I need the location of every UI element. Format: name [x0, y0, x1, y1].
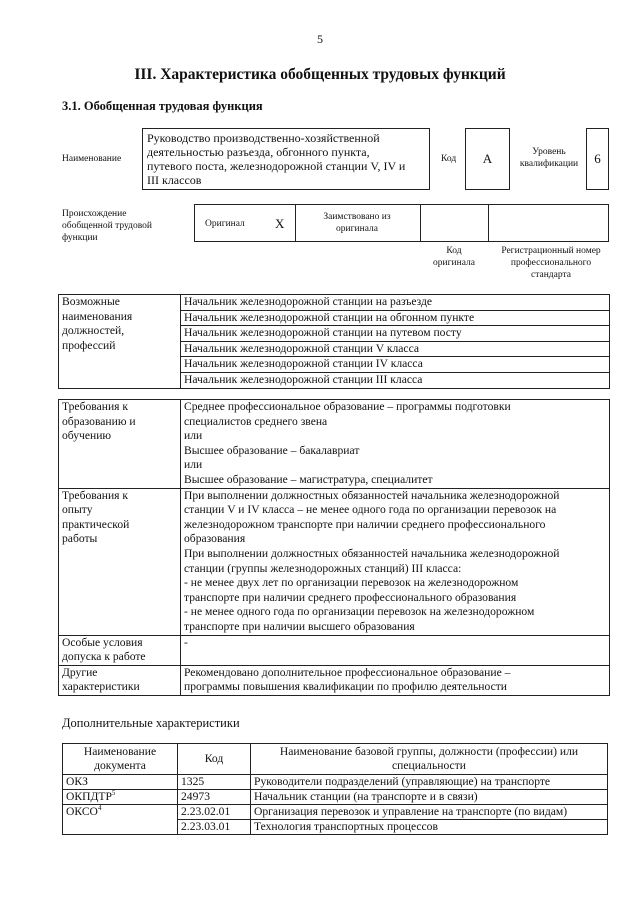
original-mark: X — [275, 216, 285, 231]
requirement-label: Другие характеристики — [59, 665, 181, 695]
code-original-caption: Код оригинала — [433, 246, 475, 268]
requirement-value: Среднее профессиональное образование – программы подготовки специалистов среднего звена или Высшее образование – бакалавриат или Высшее образование – магистратура, специалитет — [181, 400, 610, 489]
qualification-level-value: 6 — [586, 128, 609, 190]
code-label: Код — [441, 154, 457, 164]
positions-table — [58, 294, 610, 389]
doc-code: 1325 — [178, 775, 251, 790]
doc-code: 24973 — [178, 790, 251, 805]
function-name-line: деятельностью разъезда, обгонного пункта, — [147, 145, 370, 159]
qualification-level-label: Уровень квалификации — [519, 147, 579, 169]
doc-code: 2.23.02.01 — [178, 805, 251, 820]
section-title: III. Характеристика обобщенных трудовых функций — [134, 66, 506, 83]
function-name-line: Руководство производственно-хозяйственной — [147, 131, 380, 145]
registration-number-caption: Регистрационный номер профессионального стандарта — [501, 246, 601, 280]
header-group-name: Наименование базовой группы, должности (профессии) или специальности — [251, 744, 608, 775]
group-name: Руководители подразделений (управляющие) на транспорте — [251, 775, 608, 790]
position-item: Начальник железнодорожной станции на обгонном пункте — [181, 311, 609, 327]
requirement-value: - — [181, 635, 610, 665]
requirement-label: Требования к образованию и обучению — [59, 400, 181, 489]
additional-title: Дополнительные характеристики — [62, 716, 240, 730]
additional-header-row — [63, 744, 608, 775]
original-label: Оригинал — [205, 219, 245, 229]
position-item: Начальник железнодорожной станции на разъезде — [181, 295, 609, 311]
doc-name: ОКПДТР$^5$ — [63, 790, 178, 805]
requirements-table — [58, 399, 610, 696]
group-name: Технология транспортных процессов — [251, 820, 608, 835]
table-row — [63, 790, 608, 805]
requirement-row-education — [59, 400, 610, 489]
page-number: 5 — [317, 32, 323, 46]
origin-divider — [420, 204, 421, 242]
table-row — [63, 805, 608, 820]
name-label: Наименование — [62, 154, 122, 164]
function-name-box — [142, 128, 430, 190]
requirement-row-special-conditions — [59, 635, 610, 665]
doc-name: ОКСО$^4$ — [63, 805, 178, 835]
positions-list — [181, 295, 610, 389]
requirement-row-other — [59, 665, 610, 695]
function-name-line: путевого поста, железнодорожной станции V, IV и — [147, 159, 406, 173]
position-item: Начальник железнодорожной станции IV класса — [181, 357, 609, 373]
borrowed-label: Заимствовано из оригинала — [323, 212, 391, 234]
requirement-label: Требования к опыту практической работы — [59, 488, 181, 635]
header-document: Наименование документа — [63, 744, 178, 775]
positions-label: Возможные наименования должностей, профессий — [59, 295, 181, 389]
table-row — [63, 775, 608, 790]
position-item: Начальник железнодорожной станции V класса — [181, 342, 609, 358]
code-value: А — [465, 128, 510, 190]
group-name: Организация перевозок и управление на транспорте (по видам) — [251, 805, 608, 820]
position-item: Начальник железнодорожной станции на путевом посту — [181, 326, 609, 342]
origin-box — [194, 204, 609, 242]
requirement-row-experience — [59, 488, 610, 635]
header-code: Код — [178, 744, 251, 775]
origin-divider — [295, 204, 296, 242]
origin-label: Происхождение обобщенной трудовой функции — [62, 209, 152, 243]
requirement-value: Рекомендовано дополнительное профессиональное образование – программы повышения квалификации по профилю деятельности — [181, 665, 610, 695]
position-item: Начальник железнодорожной станции III класса — [184, 372, 423, 386]
subsection-title: 3.1. Обобщенная трудовая функция — [62, 99, 263, 113]
doc-name: ОКЗ — [63, 775, 178, 790]
additional-table — [62, 743, 608, 835]
origin-divider — [488, 204, 489, 242]
requirement-value: При выполнении должностных обязанностей начальника железнодорожной станции V и IV класса – не менее одного года по организации перевозок на железнодорожном транспорте при наличии среднего профессионального образования При выполнении должностных обязанностей начальника железнодорожной станции (группы железнодорожных станций) III класса: - не менее двух лет по организации перевозок на железнодорожном транспорте при наличии среднего профессионального образования - не менее одного года по организации перевозок на железнодорожном транспорте при наличии высшего образования — [181, 488, 610, 635]
requirement-label: Особые условия допуска к работе — [59, 635, 181, 665]
group-name: Начальник станции (на транспорте и в связи) — [251, 790, 608, 805]
doc-code: 2.23.03.01 — [178, 820, 251, 835]
function-name-line: III классов — [147, 173, 202, 187]
